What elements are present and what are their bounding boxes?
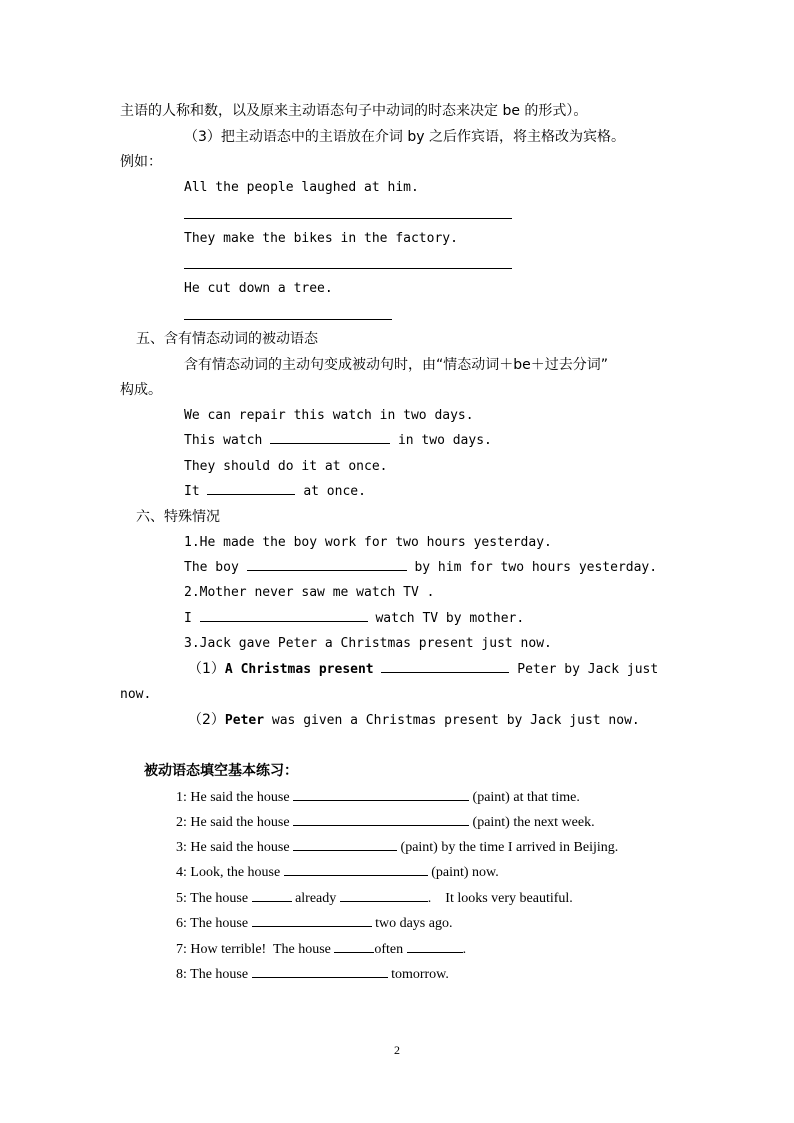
section-6-option-1-continued: now.: [120, 687, 152, 702]
sentence-suffix: by him for two hours yesterday.: [414, 560, 658, 575]
sentence-prefix: This watch: [184, 433, 263, 448]
practice-item-4: [176, 863, 499, 883]
section-6-question-3: 3.Jack gave Peter a Christmas present just now.: [184, 636, 552, 651]
practice-item-6: [176, 914, 452, 934]
blank[interactable]: [270, 431, 390, 444]
answer-line-1[interactable]: [184, 218, 512, 219]
item-suffix: (paint) now.: [431, 865, 499, 880]
item-suffix: (paint) the next week.: [472, 815, 595, 830]
sentence-prefix: It: [184, 484, 200, 499]
intro-line-1: 主语的人称和数，以及原来主动语态句子中动词的时态来决定 be 的形式）。: [120, 103, 588, 119]
section-6-option-2: [188, 710, 640, 731]
section-5-desc-2: 构成。: [120, 382, 162, 398]
blank[interactable]: [252, 914, 372, 927]
practice-item-7: [176, 940, 466, 960]
sentence-suffix: in two days.: [397, 433, 492, 448]
option-subject: Peter: [224, 713, 265, 728]
blank[interactable]: [293, 813, 469, 826]
item-prefix: 2: He said the house: [176, 815, 290, 830]
blank[interactable]: [293, 788, 469, 801]
practice-item-1: [176, 788, 580, 808]
section-5-sentence-3: They should do it at once.: [184, 459, 388, 474]
answer-line-3[interactable]: [184, 319, 392, 320]
item-prefix: 7: How terrible! The house: [176, 942, 331, 957]
blank[interactable]: [247, 558, 407, 571]
blank[interactable]: [207, 482, 295, 495]
section-5-sentence-1: We can repair this watch in two days.: [184, 408, 474, 423]
practice-item-2: [176, 813, 595, 833]
item-suffix: .: [462, 942, 467, 957]
item-suffix: (paint) at that time.: [472, 790, 580, 805]
page-number: 2: [394, 1043, 400, 1057]
item-prefix: 8: The house: [176, 967, 249, 982]
blank[interactable]: [252, 889, 292, 902]
item-suffix: . It looks very beautiful.: [427, 891, 573, 906]
item-suffix: tomorrow.: [391, 967, 449, 982]
blank[interactable]: [284, 863, 428, 876]
blank[interactable]: [334, 940, 374, 953]
practice-heading: 被动语态填空基本练习：: [144, 763, 298, 779]
option-suffix: was given a Christmas present by Jack just now.: [271, 713, 640, 728]
blank[interactable]: [340, 889, 428, 902]
option-subject: A Christmas present: [224, 662, 374, 677]
example-sentence-2: They make the bikes in the factory.: [184, 231, 458, 246]
section-5-sentence-2: [184, 431, 492, 451]
item-prefix: 4: Look, the house: [176, 865, 281, 880]
sentence-prefix: The boy: [184, 560, 239, 575]
item-prefix: 5: The house: [176, 891, 249, 906]
practice-item-3: [176, 838, 618, 858]
blank[interactable]: [252, 965, 388, 978]
intro-line-2: （3）把主动语态中的主语放在介词 by 之后作宾语，将主格改为宾格。: [184, 129, 625, 145]
section-6-question-1: 1.He made the boy work for two hours yesterday.: [184, 535, 552, 550]
blank[interactable]: [200, 609, 368, 622]
item-middle: often: [374, 942, 404, 957]
item-middle: already: [295, 891, 337, 906]
sentence-prefix: I: [184, 611, 192, 626]
section-6-answer-1: [184, 558, 657, 578]
item-suffix: (paint) by the time I arrived in Beijing.: [400, 840, 619, 855]
item-prefix: 6: The house: [176, 916, 249, 931]
section-6-heading: 六、特殊情况: [136, 509, 220, 525]
option-number: （1）: [188, 661, 225, 677]
blank[interactable]: [407, 940, 463, 953]
item-prefix: 1: He said the house: [176, 790, 290, 805]
option-suffix: Peter by Jack just: [517, 662, 659, 677]
practice-item-8: [176, 965, 449, 985]
section-6-option-1: [188, 659, 658, 680]
answer-line-2[interactable]: [184, 268, 512, 269]
example-sentence-3: He cut down a tree.: [184, 281, 333, 296]
intro-line-3: 例如：: [120, 154, 162, 170]
item-prefix: 3: He said the house: [176, 840, 290, 855]
practice-item-5: [176, 889, 573, 909]
item-suffix: two days ago.: [375, 916, 453, 931]
section-5-desc-1: 含有情态动词的主动句变成被动句时，由“情态动词＋be＋过去分词”: [184, 357, 609, 373]
blank[interactable]: [293, 838, 397, 851]
section-6-question-2: 2.Mother never saw me watch TV .: [184, 585, 435, 600]
blank[interactable]: [381, 660, 509, 673]
option-number: （2）: [188, 712, 225, 728]
section-5-heading: 五、含有情态动词的被动语态: [136, 331, 318, 347]
section-5-sentence-4: [184, 482, 366, 502]
section-6-answer-2: [184, 609, 524, 629]
sentence-suffix: watch TV by mother.: [375, 611, 525, 626]
example-sentence-1: All the people laughed at him.: [184, 180, 419, 195]
sentence-suffix: at once.: [303, 484, 366, 499]
